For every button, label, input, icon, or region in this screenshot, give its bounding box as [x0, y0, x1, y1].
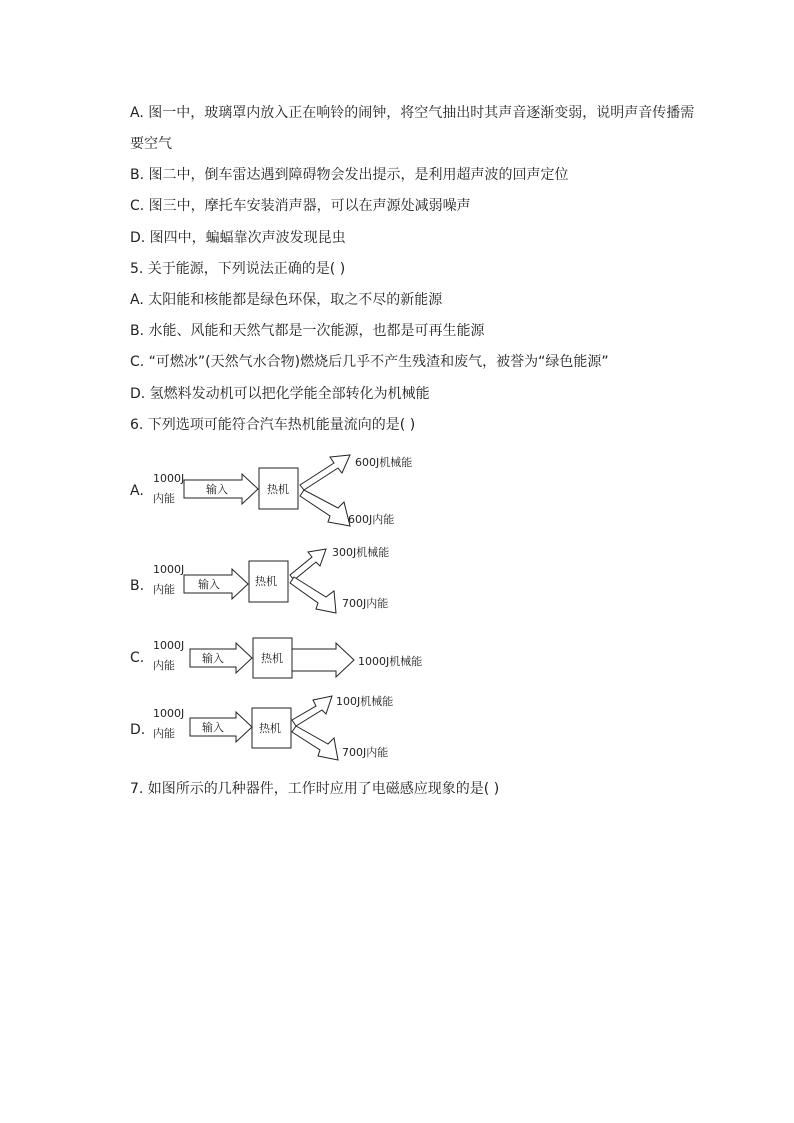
output-arrow-1 — [300, 455, 350, 490]
engine-label: 热机 — [259, 722, 281, 735]
q6-option-b-diagram — [150, 543, 450, 613]
input-label: 输入 — [198, 578, 220, 591]
q5-option-c: C. “可燃冰”(天然气水合物)燃烧后几乎不产生残渣和废气，被誉为“绿色能源” — [130, 354, 609, 370]
input-label: 输入 — [202, 721, 224, 734]
q6-option-a-letter: A. — [130, 483, 144, 499]
output-label-1: 1000J机械能 — [358, 655, 423, 668]
output-arrow-1 — [292, 696, 332, 726]
q4-option-a-line1: A. 图一中，玻璃罩内放入正在响铃的闹钟，将空气抽出时其声音逐渐变弱，说明声音传播需 — [130, 105, 695, 121]
input-kind: 内能 — [153, 727, 175, 740]
q4-option-a-line2: 要空气 — [130, 136, 172, 152]
output-arrow-1 — [292, 643, 354, 677]
output-label-2: 600J内能 — [348, 513, 395, 526]
output-label-1: 600J机械能 — [355, 456, 413, 469]
q4-option-d: D. 图四中，蝙蝠靠次声波发现昆虫 — [130, 230, 346, 246]
q5-option-d: D. 氢燃料发动机可以把化学能全部转化为机械能 — [130, 386, 430, 402]
q6-option-b-letter: B. — [130, 578, 145, 594]
engine-label: 热机 — [255, 575, 277, 588]
engine-label: 热机 — [261, 652, 283, 665]
input-label: 输入 — [202, 652, 224, 665]
q6-option-a-diagram — [150, 450, 450, 535]
output-label-2: 700J内能 — [342, 597, 389, 610]
q5-option-a: A. 太阳能和核能都是绿色环保，取之不尽的新能源 — [130, 292, 443, 308]
q7-stem: 7. 如图所示的几种器件，工作时应用了电磁感应现象的是( ) — [130, 781, 500, 797]
q4-option-b: B. 图二中，倒车雷达遇到障碍物会发出提示，是利用超声波的回声定位 — [130, 167, 569, 183]
input-amount: 1000J — [153, 563, 185, 576]
input-amount: 1000J — [153, 639, 185, 652]
input-kind: 内能 — [153, 659, 175, 672]
q6-option-c-diagram — [150, 632, 450, 687]
output-arrow-2 — [300, 490, 350, 526]
output-arrow-2 — [292, 726, 338, 760]
input-kind: 内能 — [153, 583, 175, 596]
input-label: 输入 — [206, 483, 228, 496]
output-label-2: 700J内能 — [342, 746, 389, 759]
q5-stem: 5. 关于能源，下列说法正确的是( ) — [130, 261, 346, 277]
q6-option-d-diagram — [150, 690, 450, 762]
q5-option-b: B. 水能、风能和天然气都是一次能源，也都是可再生能源 — [130, 323, 485, 339]
input-amount: 1000J — [153, 707, 185, 720]
output-arrow-1 — [290, 549, 326, 580]
output-label-1: 100J机械能 — [336, 695, 394, 708]
input-amount: 1000J — [153, 472, 185, 485]
q6-option-d-letter: D. — [130, 722, 146, 738]
q6-option-c-letter: C. — [130, 650, 145, 666]
q6-stem: 6. 下列选项可能符合汽车热机能量流向的是( ) — [130, 417, 416, 433]
engine-label: 热机 — [267, 483, 289, 496]
input-kind: 内能 — [153, 492, 175, 505]
output-label-1: 300J机械能 — [332, 546, 390, 559]
output-arrow-2 — [290, 577, 336, 613]
q4-option-c: C. 图三中，摩托车安装消声器，可以在声源处减弱噪声 — [130, 198, 471, 214]
